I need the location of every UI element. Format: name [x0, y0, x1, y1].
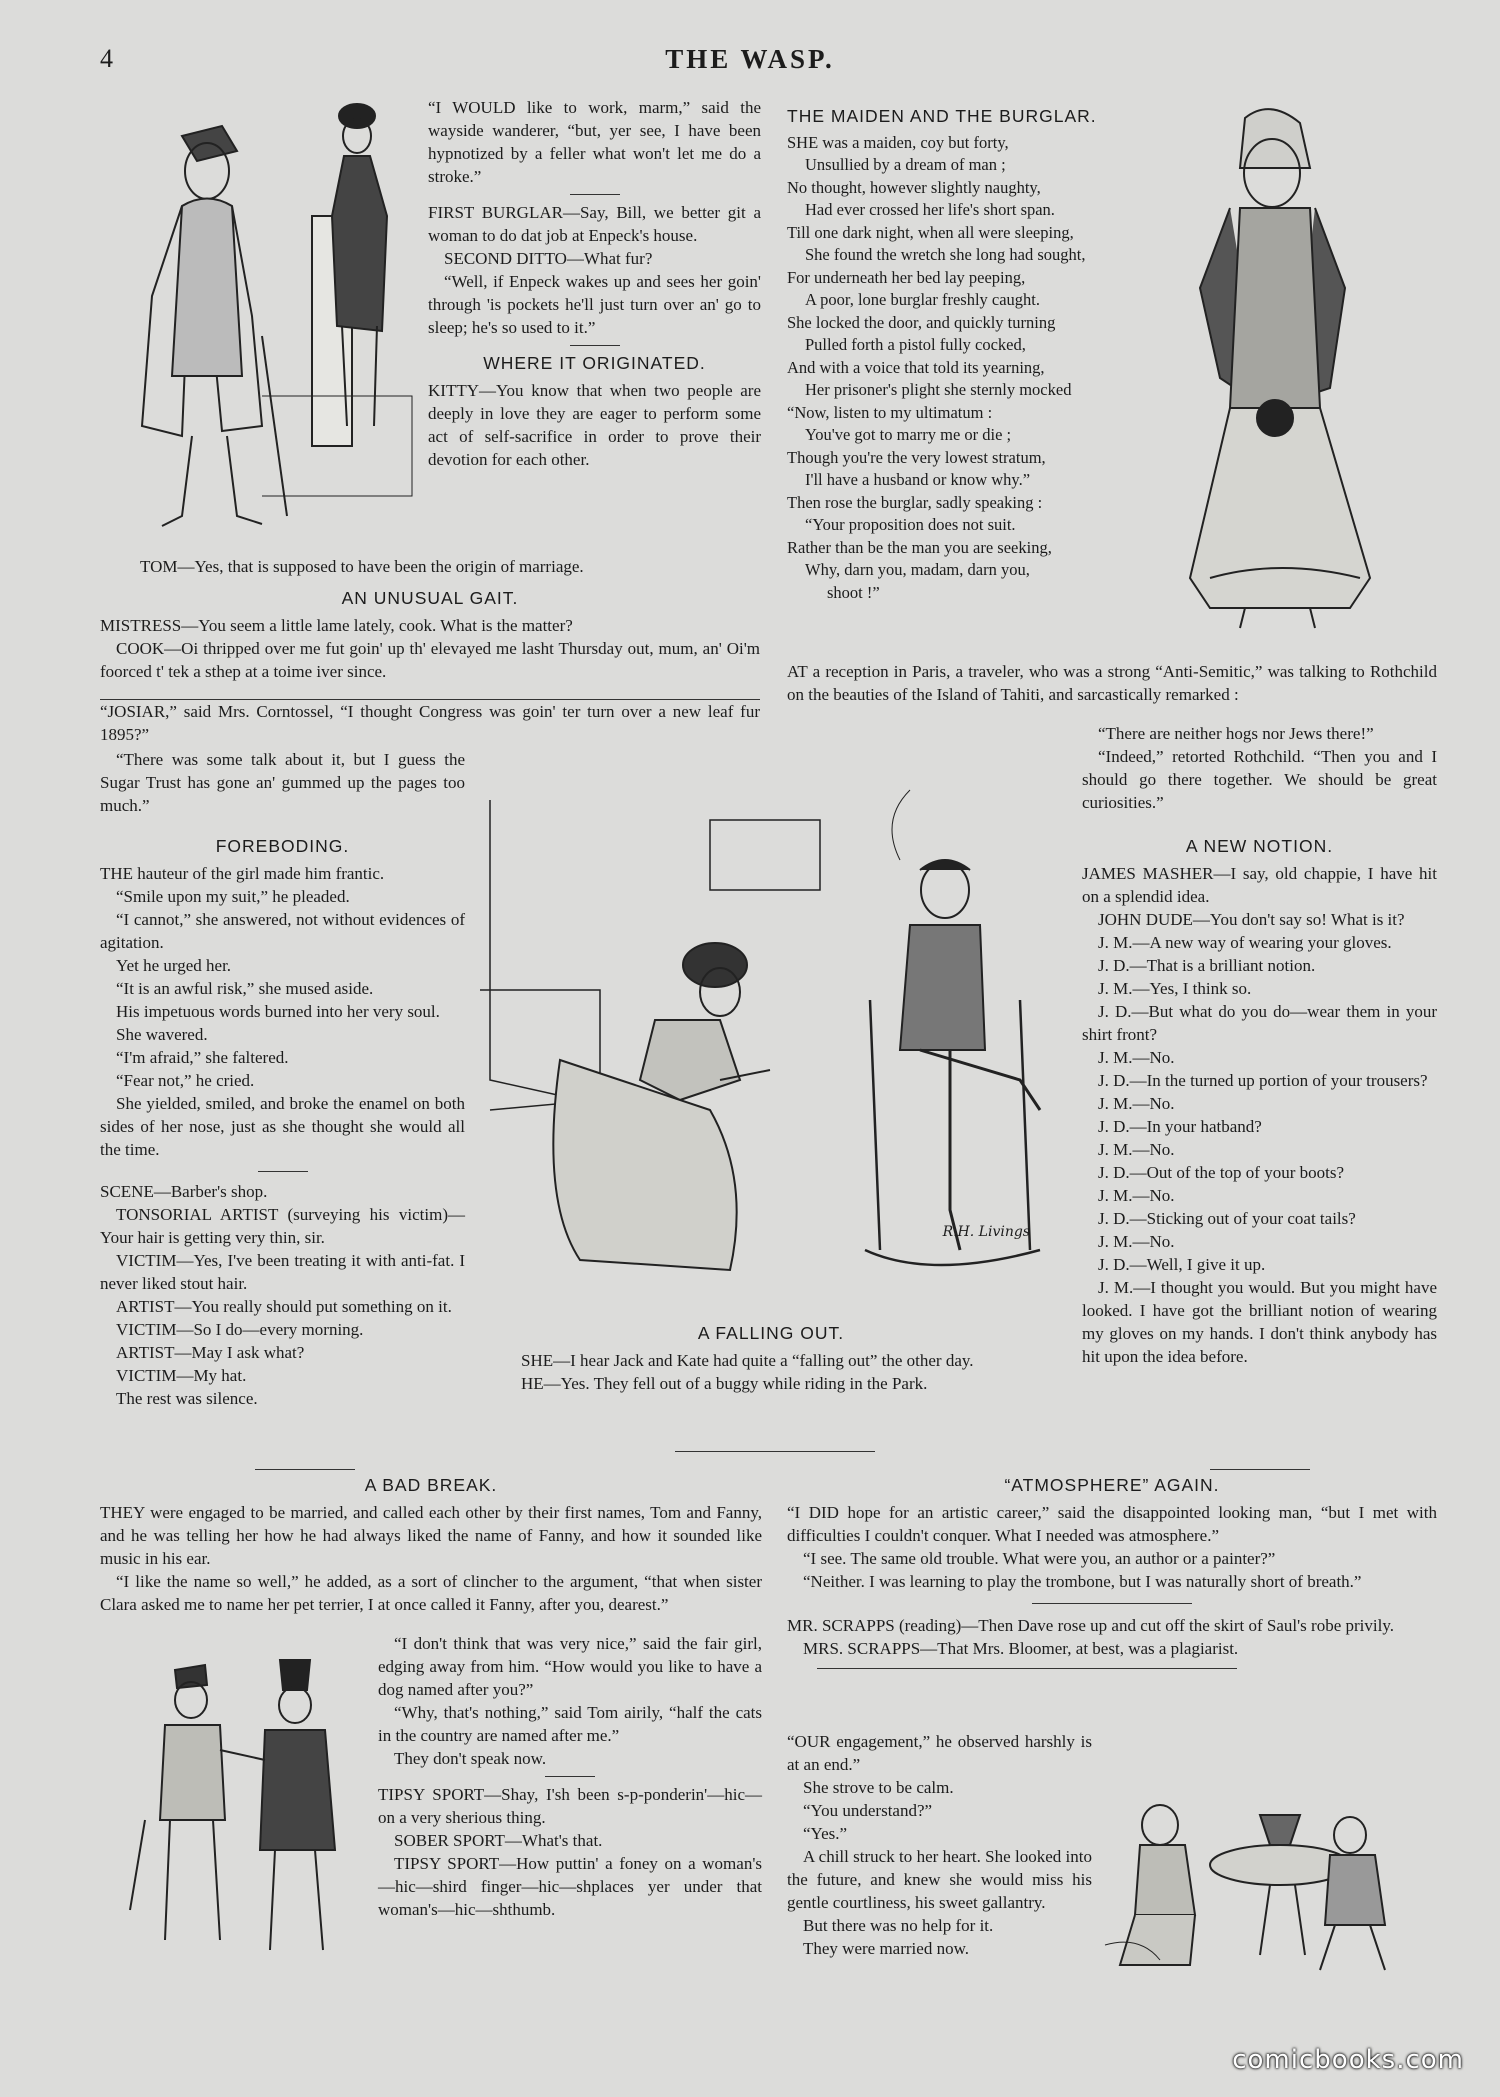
notion-line: J. D.—Sticking out of your coat tails?	[1098, 1209, 1356, 1228]
burglar-paragraph-3: “Well, if Enpeck wakes up and sees her goin' through 'is pockets he'll just turn over an' go to sleep; he's so used to it.”	[428, 272, 761, 337]
foreboding-line: “I cannot,” she answered, not without evidences of agitation.	[100, 910, 465, 952]
divider	[570, 194, 620, 195]
notion-heading: A NEW NOTION.	[1185, 836, 1334, 856]
engagement-line: “Yes.”	[803, 1824, 848, 1843]
foreboding-story	[100, 833, 465, 1410]
scene-line: TONSORIAL ARTIST (surveying his victim)—Your hair is getting very thin, sir.	[100, 1205, 465, 1247]
divider	[258, 1171, 308, 1172]
engagement-story	[787, 1730, 1092, 1960]
foreboding-heading: FOREBODING.	[215, 836, 350, 856]
poem-line: Had ever crossed her life's short span.	[805, 200, 1055, 219]
originated-heading: WHERE IT ORIGINATED.	[483, 353, 706, 373]
paris-reply	[1082, 722, 1437, 814]
josiar-reply	[100, 748, 465, 817]
bad-break-heading: A BAD BREAK.	[364, 1475, 498, 1495]
tom-fanny-illustration	[125, 1650, 370, 1970]
notion-line: J. M.—No.	[1098, 1186, 1175, 1205]
engagement-line: She strove to be calm.	[803, 1778, 954, 1797]
notion-line: J. M.—A new way of wearing your gloves.	[1098, 933, 1392, 952]
scene-line: SCENE—Barber's shop.	[100, 1182, 268, 1201]
paris-paragraph-2: “There are neither hogs nor Jews there!”	[1098, 724, 1374, 743]
unusual-gait	[100, 585, 760, 683]
atmosphere-paragraph: “I see. The same old trouble. What were you, an author or a painter?”	[803, 1549, 1276, 1568]
foreboding-line: She wavered.	[116, 1025, 208, 1044]
cook-paragraph: COOK—Oi thripped over me fut goin' up th' elevayed me lasht Thursday out, mum, an' Oi'm foorced t' tek a sthep at a toime iver since.	[100, 639, 760, 681]
poem-line: shoot !”	[827, 582, 880, 602]
wanderer-paragraph: “I WOULD like to work, marm,” said the wayside wanderer, “but, yer see, I have been hypnotized by a feller what won't let me do a stroke.”	[428, 98, 761, 186]
new-notion-story	[1082, 833, 1437, 1368]
foreboding-line: She yielded, smiled, and broke the enamel on both sides of her nose, just as she thought she would all the time.	[100, 1094, 465, 1159]
poem-line: You've got to marry me or die ;	[805, 425, 1012, 444]
burglar-paragraph-2: SECOND DITTO—What fur?	[444, 249, 653, 268]
poem-line: And with a voice that told its yearning,	[787, 357, 1045, 377]
poem-line: Till one dark night, when all were sleeping,	[787, 222, 1074, 242]
foreboding-line: “Smile upon my suit,” he pleaded.	[116, 887, 350, 906]
engagement-line: “You understand?”	[803, 1801, 933, 1820]
poem-line: She found the wretch she long had sought,	[805, 245, 1086, 264]
falling-heading: A FALLING OUT.	[697, 1323, 845, 1343]
engagement-line: But there was no help for it.	[803, 1916, 994, 1935]
bad-break-paragraph: They don't speak now.	[394, 1749, 547, 1768]
divider	[1032, 1603, 1192, 1604]
foreboding-line: THE hauteur of the girl made him frantic.	[100, 864, 385, 883]
paris-paragraph-3: “Indeed,” retorted Rothchild. “Then you and I should go there together. We should be great curiosities.”	[1082, 747, 1437, 812]
notion-line: J. D.—In your hatband?	[1098, 1117, 1262, 1136]
maiden-poem	[787, 103, 1147, 604]
tom-paragraph: TOM—Yes, that is supposed to have been the origin of marriage.	[140, 557, 584, 576]
tipsy-line: TIPSY SPORT—Shay, I'sh been s-p-ponderin'—hic—on a very sherious thing.	[378, 1785, 762, 1827]
tipsy-line: TIPSY SPORT—How puttin' a foney on a woman's—hic—shird finger—hic—shplaces yer under that woman's—hic—shthumb.	[378, 1854, 762, 1919]
atmosphere-paragraph: “Neither. I was learning to play the trombone, but I was naturally short of breath.”	[803, 1572, 1362, 1591]
atmosphere-story	[787, 1472, 1437, 1677]
falling-out-illustration	[480, 780, 1080, 1300]
poem-line: Then rose the burglar, sadly speaking :	[787, 492, 1043, 512]
falling-out-story	[505, 1320, 1037, 1395]
notion-line: J. D.—Well, I give it up.	[1098, 1255, 1266, 1274]
kitty-paragraph: KITTY—You know that when two people are deeply in love they are eager to perform some act of self-sacrifice in order to prove their devotion for each other.	[428, 381, 761, 469]
poem-line: SHE was a maiden, coy but forty,	[787, 132, 1009, 152]
notion-line: J. M.—No.	[1098, 1048, 1175, 1067]
notion-line: J. M.—No.	[1098, 1140, 1175, 1159]
scrapps-paragraph: MRS. SCRAPPS—That Mrs. Bloomer, at best, was a plagiarist.	[803, 1639, 1239, 1658]
she-paragraph: SHE—I hear Jack and Kate had quite a “falling out” the other day.	[521, 1351, 974, 1370]
scene-line: VICTIM—Yes, I've been treating it with anti-fat. I never liked stout hair.	[100, 1251, 465, 1293]
page-number: 4	[100, 44, 113, 73]
artist-signature: R.H. Livings	[942, 1224, 1030, 1240]
poem-line: She locked the door, and quickly turning	[787, 312, 1056, 332]
maiden-heading: THE MAIDEN AND THE BURGLAR.	[787, 106, 1097, 126]
divider	[817, 1668, 1237, 1669]
notion-line: J. M.—Yes, I think so.	[1098, 979, 1252, 998]
foreboding-line: Yet he urged her.	[116, 956, 232, 975]
engagement-line: They were married now.	[803, 1939, 969, 1958]
wanderer-story	[428, 96, 761, 471]
notion-line: J. D.—Out of the top of your boots?	[1098, 1163, 1345, 1182]
poem-line: I'll have a husband or know why.”	[805, 470, 1031, 489]
wanderer-illustration	[112, 96, 422, 551]
foreboding-line: His impetuous words burned into her very soul.	[116, 1002, 440, 1021]
bad-break-paragraph: “I don't think that was very nice,” said the fair girl, edging away from him. “How would you like to have a dog named after you?”	[378, 1634, 762, 1699]
poem-line: A poor, lone burglar freshly caught.	[805, 290, 1041, 309]
dinner-table-illustration	[1100, 1775, 1400, 1975]
bad-break-paragraph: “I like the name so well,” he added, as a sort of clincher to the argument, “that when sister Clara asked me to name her pet terrier, I at once called it Fanny, after you, dearest.”	[100, 1572, 762, 1614]
poem-line: Pulled forth a pistol fully cocked,	[805, 335, 1026, 354]
poem-line: No thought, however slightly naughty,	[787, 177, 1041, 197]
divider	[1210, 1469, 1310, 1470]
scene-line: VICTIM—So I do—every morning.	[116, 1320, 364, 1339]
scene-line: ARTIST—May I ask what?	[116, 1343, 305, 1362]
poem-line: Unsullied by a dream of man ;	[805, 155, 1006, 174]
notion-line: JOHN DUDE—You don't say so! What is it?	[1098, 910, 1405, 929]
scene-line: ARTIST—You really should put something on it.	[116, 1297, 452, 1316]
foreboding-line: “It is an awful risk,” she mused aside.	[116, 979, 374, 998]
poem-line: For underneath her bed lay peeping,	[787, 267, 1026, 287]
scene-line: The rest was silence.	[116, 1389, 258, 1408]
he-paragraph: HE—Yes. They fell out of a buggy while riding in the Park.	[521, 1374, 928, 1393]
scrapps-paragraph: MR. SCRAPPS (reading)—Then Dave rose up and cut off the skirt of Saul's robe privily.	[787, 1616, 1394, 1635]
notion-line: J. M.—I thought you would. But you might have looked. I have got the brilliant notion of wearing my gloves on my hands. I don't think anybody has hit upon the idea before.	[1082, 1278, 1437, 1366]
divider	[570, 345, 620, 346]
poem-line: “Your proposition does not suit.	[805, 515, 1016, 534]
divider	[255, 1469, 355, 1470]
old-maid-illustration	[1150, 98, 1390, 643]
engagement-line: A chill struck to her heart. She looked into the future, and knew she would miss his gentle courtliness, his sweet gallantry.	[787, 1847, 1092, 1912]
notion-line: JAMES MASHER—I say, old chappie, I have hit on a splendid idea.	[1082, 864, 1437, 906]
foreboding-line: “Fear not,” he cried.	[116, 1071, 255, 1090]
divider	[675, 1451, 875, 1452]
poem-line: Rather than be the man you are seeking,	[787, 537, 1052, 557]
tom-line	[140, 555, 760, 578]
mistress-paragraph: MISTRESS—You seem a little lame lately, cook. What is the matter?	[100, 616, 573, 635]
engagement-line: “OUR engagement,” he observed harshly is at an end.”	[787, 1732, 1092, 1774]
masthead-title: THE WASP.	[665, 44, 835, 74]
notion-line: J. D.—That is a brilliant notion.	[1098, 956, 1316, 975]
poem-line: Why, darn you, madam, darn you,	[805, 560, 1030, 579]
poem-line: “Now, listen to my ultimatum :	[787, 402, 993, 422]
burglar-paragraph: FIRST BURGLAR—Say, Bill, we better git a woman to do dat job at Enpeck's house.	[428, 203, 761, 245]
paris-story	[787, 660, 1437, 706]
bad-break-story	[100, 1472, 762, 1616]
josiar-story	[100, 700, 760, 746]
poem-line: Though you're the very lowest stratum,	[787, 447, 1046, 467]
gait-heading: AN UNUSUAL GAIT.	[341, 588, 519, 608]
notion-line: J. M.—No.	[1098, 1094, 1175, 1113]
paris-paragraph: AT a reception in Paris, a traveler, who was a strong “Anti-Semitic,” was talking to Rothchild on the beauties of the Island of Tahiti, and sarcastically remarked :	[787, 662, 1437, 704]
bad-break-continued	[378, 1632, 762, 1921]
watermark: comicbooks.com	[1232, 2045, 1464, 2075]
notion-line: J. M.—No.	[1098, 1232, 1175, 1251]
bad-break-paragraph: THEY were engaged to be married, and called each other by their first names, Tom and Fanny, and he was telling her how he had always liked the name of Fanny, and how it sounded like music in his ear.	[100, 1503, 762, 1568]
josiar-reply-paragraph: “There was some talk about it, but I guess the Sugar Trust has gone an' gummed up the pages too much.”	[100, 750, 465, 815]
divider	[545, 1776, 595, 1777]
bad-break-paragraph: “Why, that's nothing,” said Tom airily, “half the cats in the country are named after me.”	[378, 1703, 762, 1745]
atmosphere-paragraph: “I DID hope for an artistic career,” said the disappointed looking man, “but I met with difficulties I couldn't conquer. What I needed was atmosphere.”	[787, 1503, 1437, 1545]
notion-line: J. D.—But what do you do—wear them in your shirt front?	[1082, 1002, 1437, 1044]
foreboding-line: “I'm afraid,” she faltered.	[116, 1048, 289, 1067]
tipsy-line: SOBER SPORT—What's that.	[394, 1831, 603, 1850]
scene-line: VICTIM—My hat.	[116, 1366, 247, 1385]
poem-line: Her prisoner's plight she sternly mocked	[805, 380, 1072, 399]
josiar-paragraph: “JOSIAR,” said Mrs. Corntossel, “I thought Congress was goin' ter turn over a new leaf fur 1895?”	[100, 702, 760, 744]
atmosphere-heading: “ATMOSPHERE” AGAIN.	[1004, 1475, 1220, 1495]
notion-line: J. D.—In the turned up portion of your trousers?	[1098, 1071, 1428, 1090]
